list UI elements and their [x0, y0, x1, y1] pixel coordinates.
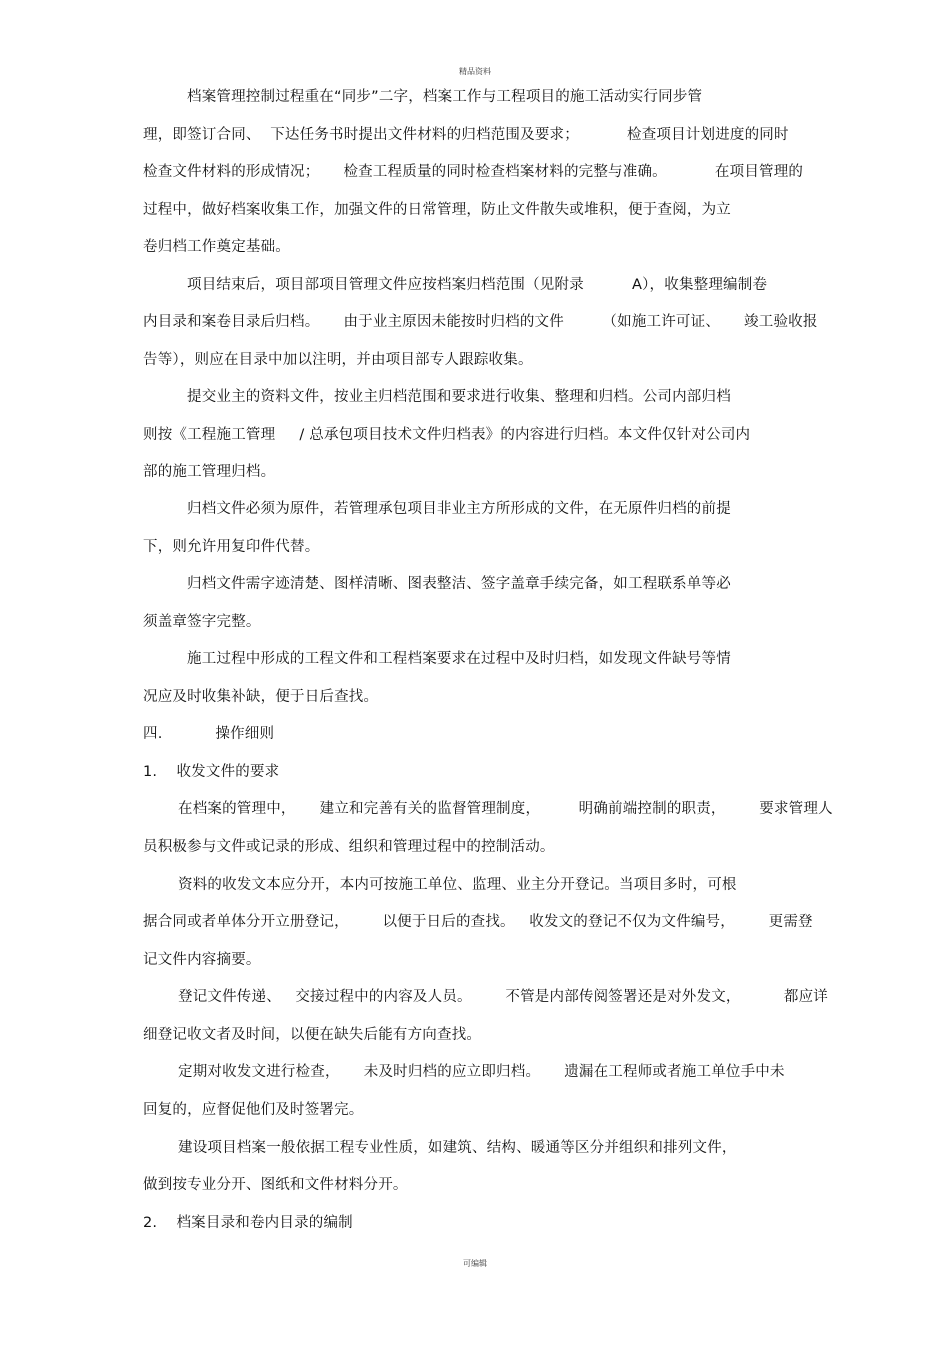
page-footer: 可编辑 [463, 1259, 487, 1268]
text-line: 过程中，做好档案收集工作，加强文件的日常管理，防止文件散失或堆积，便于查阅，为立 [143, 202, 731, 218]
text-line: 做到按专业分开、图纸和文件材料分开。 [143, 1177, 408, 1193]
text-line: 项目结束后，项目部项目管理文件应按档案归档范围（见附录 A），收集整理编制卷 [187, 277, 768, 293]
subsection-heading: 1. 收发文件的要求 [143, 764, 280, 780]
page-header: 精品资料 [459, 67, 491, 76]
text-line: 施工过程中形成的工程文件和工程档案要求在过程中及时归档，如发现文件缺号等情 [187, 651, 731, 667]
text-line: 况应及时收集补缺，便于日后查找。 [143, 689, 379, 705]
text-line: 内目录和案卷目录后归档。 由于业主原因未能按时归档的文件 （如施工许可证、 竣工验收报 [143, 314, 818, 330]
subsection-heading: 2. 档案目录和卷内目录的编制 [143, 1215, 353, 1231]
section-heading: 四. 操作细则 [143, 726, 275, 742]
text-line: 档案管理控制过程重在“同步”二字，档案工作与工程项目的施工活动实行同步管 [187, 89, 703, 105]
text-line: 提交业主的资料文件，按业主归档范围和要求进行收集、整理和归档。公司内部归档 [187, 389, 731, 405]
text-line: 建设项目档案一般依据工程专业性质，如建筑、结构、暖通等区分并组织和排列文件， [178, 1140, 737, 1156]
text-line: 员积极参与文件或记录的形成、组织和管理过程中的控制活动。 [143, 839, 555, 855]
text-line: 据合同或者单体分开立册登记， 以便于日后的查找。 收发文的登记不仅为文件编号， 更需登 [143, 914, 813, 930]
text-line: 在档案的管理中， 建立和完善有关的监督管理制度， 明确前端控制的职责， 要求管理人 [178, 801, 833, 817]
text-line: 归档文件必须为原件，若管理承包项目非业主方所形成的文件，在无原件归档的前提 [187, 501, 731, 517]
text-line: 归档文件需字迹清楚、图样清晰、图表整洁、签字盖章手续完备，如工程联系单等必 [187, 576, 731, 592]
text-line: 回复的，应督促他们及时签署完。 [143, 1102, 364, 1118]
text-line: 定期对收发文进行检查， 未及时归档的应立即归档。 遗漏在工程师或者施工单位手中未 [178, 1064, 785, 1080]
text-line: 告等），则应在目录中加以注明，并由项目部专人跟踪收集。 [143, 352, 533, 368]
text-line: 理，即签订合同、 下达任务书时提出文件材料的归档范围及要求； 检查项目计划进度的同时 [143, 127, 789, 143]
text-line: 须盖章签字完整。 [143, 614, 261, 630]
text-line: 检查文件材料的形成情况； 检查工程质量的同时检查档案材料的完整与准确。 在项目管理的 [143, 164, 804, 180]
text-line: 下，则允许用复印件代替。 [143, 539, 320, 555]
text-line: 登记文件传递、 交接过程中的内容及人员。 不管是内部传阅签署还是对外发文， 都应详 [178, 989, 828, 1005]
text-line: 细登记收文者及时间，以便在缺失后能有方向查找。 [143, 1027, 482, 1043]
text-line: 则按《工程施工管理 / 总承包项目技术文件归档表》的内容进行归档。本文件仅针对公司内 [143, 427, 751, 443]
text-line: 卷归档工作奠定基础。 [143, 239, 290, 255]
text-line: 资料的收发文本应分开，本内可按施工单位、监理、业主分开登记。当项目多时，可根 [178, 877, 737, 893]
text-line: 记文件内容摘要。 [143, 952, 261, 968]
text-line: 部的施工管理归档。 [143, 464, 276, 480]
